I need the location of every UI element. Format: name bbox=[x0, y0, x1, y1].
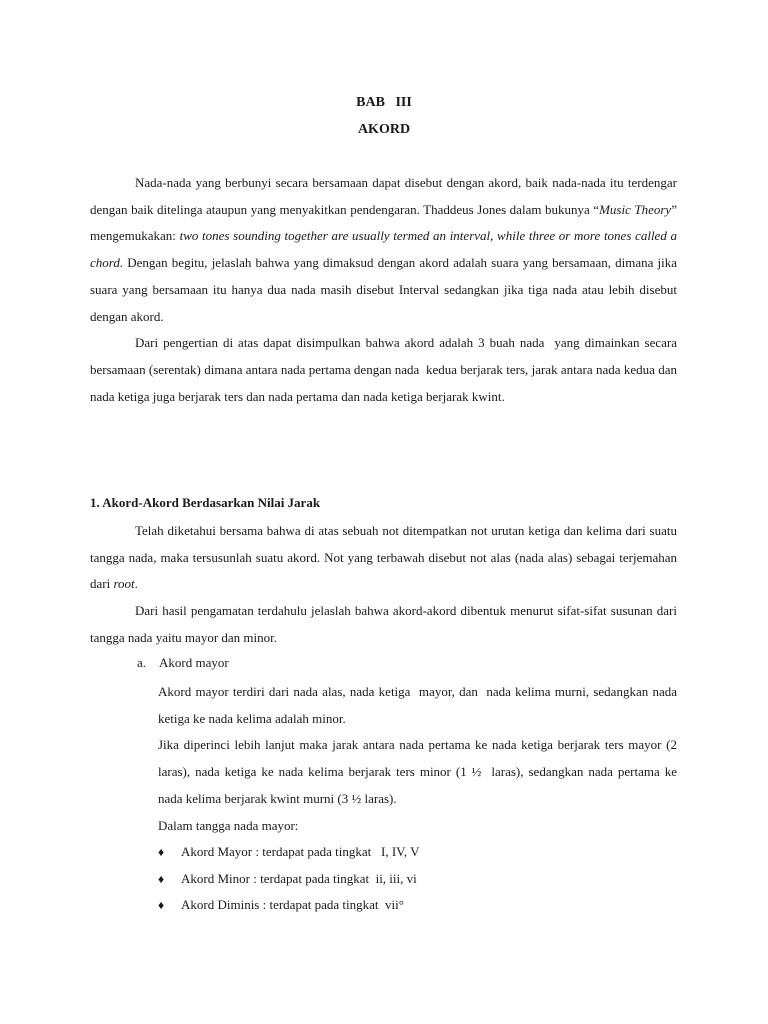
paragraph-1-text: Nada-nada yang berbunyi secara bersamaan dapat disebut dengan akord, baik nada-nada itu terdengar dengan baik ditelinga ataupun yang menyakitkan pendengaran. Thaddeus Jones dalam bukunya “ bbox=[90, 175, 677, 217]
list-marker: a. bbox=[137, 655, 147, 670]
paragraph-2: Dari pengertian di atas dapat disimpulkan bahwa akord adalah 3 buah nada yang dimainkan secara bersamaan (serentak) dimana antara nada pertama dengan nada kedua berjarak ters, jarak antara nada kedua dan nada ketiga juga berjarak ters dan nada pertama dan nada ketiga berjarak kwint. bbox=[90, 335, 681, 404]
diamond-bullet-icon: ♦ bbox=[158, 898, 165, 913]
list-item-label: Akord mayor bbox=[159, 655, 229, 670]
paragraph-1-end: Dengan begitu, jelaslah bahwa yang dimaksud dengan akord adalah suara yang bersamaan, dimana jika suara yang bersamaan itu hanya dua nada masih disebut Interval sedangkan jika tiga nada atau lebih disebut dengan akord. bbox=[90, 255, 677, 324]
book-title: Music Theory bbox=[599, 201, 672, 217]
intro-section bbox=[90, 170, 681, 410]
item-a-body bbox=[158, 679, 681, 839]
item-a-paragraph-2: Jika diperinci lebih lanjut maka jarak antara nada pertama ke nada ketiga berjarak ters mayor (2 laras), nada ketiga ke nada kelima berjarak ters minor (1 ½ laras), sedangkan nada pertama ke nada kelima berjarak kwint murni (3 ½ laras). bbox=[158, 737, 681, 806]
section-1-paragraph-1-text: Telah diketahui bersama bahwa di atas sebuah not ditempatkan not urutan ketiga dan kelima dari suatu tangga nada, maka tersusunlah suatu akord. Not yang terbawah disebut not alas (nada alas) sebagai terjemahan dari bbox=[90, 523, 677, 592]
chapter-label: BAB III bbox=[356, 95, 412, 110]
paragraph-1 bbox=[90, 170, 677, 330]
chapter-title: AKORD bbox=[357, 122, 411, 137]
item-a-paragraph-1: Akord mayor terdiri dari nada alas, nada ketiga mayor, dan nada kelima murni, sedangkan nada ketiga ke nada kelima adalah minor. bbox=[158, 684, 681, 726]
section-1-body bbox=[90, 518, 677, 652]
root-term: root bbox=[113, 576, 135, 592]
list-item: ♦ Akord Diminis : terdapat pada tingkat vii° bbox=[158, 892, 420, 919]
diamond-bullet-icon: ♦ bbox=[158, 871, 165, 886]
quote-text: two tones sounding together are usually termed an interval, while three or more tones called a chord. bbox=[90, 228, 677, 271]
section-1-paragraph-1 bbox=[90, 518, 677, 598]
section-1-paragraph-1-end: . bbox=[134, 576, 138, 592]
bullet-list bbox=[158, 839, 420, 919]
list-item: ♦ Akord Minor : terdapat pada tingkat ii, iii, vi bbox=[158, 866, 420, 893]
list-item: ♦ Akord Mayor : terdapat pada tingkat I, IV, V bbox=[158, 839, 420, 866]
diamond-bullet-icon: ♦ bbox=[158, 845, 165, 859]
section-heading: 1. Akord-Akord Berdasarkan Nilai Jarak bbox=[90, 495, 321, 510]
section-1-paragraph-2: Dari hasil pengamatan terdahulu jelaslah bahwa akord-akord dibentuk menurut sifat-sifat susunan dari tangga nada yaitu mayor dan minor. bbox=[90, 603, 677, 645]
list-item-a bbox=[137, 655, 229, 671]
item-a-paragraph-3: Dalam tangga nada mayor: bbox=[158, 817, 299, 833]
paragraph-1-mid: ” mengemukakan: bbox=[90, 201, 677, 244]
